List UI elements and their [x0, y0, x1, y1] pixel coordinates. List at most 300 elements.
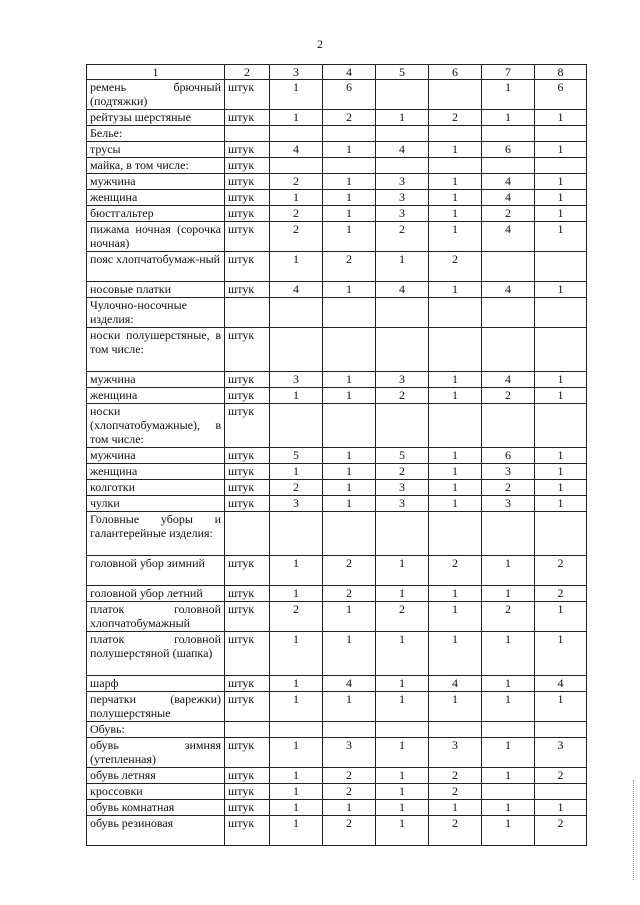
value-cell: 1	[270, 738, 323, 768]
unit-cell: штук	[225, 142, 270, 158]
value-cell	[482, 328, 535, 372]
table-row	[87, 328, 587, 372]
value-cell: 2	[535, 586, 587, 602]
value-cell: 1	[323, 692, 376, 722]
value-cell: 1	[376, 556, 429, 586]
value-cell: 1	[535, 174, 587, 190]
unit-cell: штук	[225, 404, 270, 448]
value-cell: 4	[270, 282, 323, 298]
value-cell: 1	[429, 632, 482, 676]
unit-cell: штук	[225, 222, 270, 252]
item-name-cell: мужчина	[87, 372, 225, 388]
value-cell: 2	[429, 252, 482, 282]
table-row	[87, 222, 587, 252]
value-cell	[535, 328, 587, 372]
value-cell: 1	[429, 480, 482, 496]
item-name-cell: носки полушерстяные, в том числе:	[87, 328, 225, 372]
value-cell: 1	[323, 602, 376, 632]
value-cell: 2	[323, 110, 376, 126]
header-cell: 8	[535, 65, 587, 80]
unit-cell: штук	[225, 388, 270, 404]
value-cell: 1	[535, 800, 587, 816]
header-cell: 1	[87, 65, 225, 80]
item-name-cell: Чулочно-носочные изделия:	[87, 298, 225, 328]
value-cell: 1	[270, 816, 323, 846]
table-row	[87, 632, 587, 676]
value-cell: 1	[270, 586, 323, 602]
value-cell: 1	[323, 388, 376, 404]
value-cell	[535, 512, 587, 556]
value-cell: 1	[270, 388, 323, 404]
value-cell	[482, 298, 535, 328]
value-cell: 1	[323, 800, 376, 816]
value-cell	[323, 328, 376, 372]
value-cell	[376, 512, 429, 556]
table-row	[87, 190, 587, 206]
table-header-row	[87, 65, 587, 80]
value-cell: 2	[482, 602, 535, 632]
unit-cell: штук	[225, 784, 270, 800]
unit-cell: штук	[225, 206, 270, 222]
value-cell	[376, 404, 429, 448]
value-cell: 2	[376, 602, 429, 632]
item-name-cell: майка, в том числе:	[87, 158, 225, 174]
value-cell: 3	[482, 464, 535, 480]
value-cell: 1	[535, 480, 587, 496]
value-cell	[535, 158, 587, 174]
table-row	[87, 448, 587, 464]
value-cell: 5	[270, 448, 323, 464]
unit-cell: штук	[225, 632, 270, 676]
value-cell: 1	[270, 632, 323, 676]
value-cell	[376, 328, 429, 372]
value-cell: 2	[429, 816, 482, 846]
value-cell: 1	[482, 738, 535, 768]
value-cell: 1	[535, 448, 587, 464]
value-cell: 4	[482, 372, 535, 388]
value-cell: 1	[270, 800, 323, 816]
unit-cell: штук	[225, 768, 270, 784]
value-cell: 1	[429, 692, 482, 722]
value-cell	[482, 512, 535, 556]
value-cell: 6	[535, 80, 587, 110]
value-cell: 1	[376, 738, 429, 768]
unit-cell: штук	[225, 158, 270, 174]
value-cell	[376, 158, 429, 174]
table-row	[87, 602, 587, 632]
value-cell	[535, 404, 587, 448]
item-name-cell: обувь летняя	[87, 768, 225, 784]
value-cell	[535, 252, 587, 282]
value-cell: 1	[376, 252, 429, 282]
table-row	[87, 158, 587, 174]
unit-cell: штук	[225, 328, 270, 372]
value-cell: 3	[270, 496, 323, 512]
value-cell: 2	[376, 388, 429, 404]
item-name-cell: женщина	[87, 190, 225, 206]
item-name-cell: головной убор летний	[87, 586, 225, 602]
value-cell: 3	[535, 738, 587, 768]
table-row	[87, 586, 587, 602]
item-name-cell: женщина	[87, 388, 225, 404]
value-cell: 1	[270, 464, 323, 480]
value-cell: 3	[376, 496, 429, 512]
value-cell	[429, 328, 482, 372]
item-name-cell: трусы	[87, 142, 225, 158]
value-cell: 2	[482, 388, 535, 404]
table-row	[87, 738, 587, 768]
value-cell: 1	[482, 586, 535, 602]
unit-cell: штук	[225, 800, 270, 816]
value-cell: 2	[270, 222, 323, 252]
value-cell: 1	[482, 768, 535, 784]
item-name-cell: носки (хлопчатобумажные), в том числе:	[87, 404, 225, 448]
value-cell: 1	[429, 602, 482, 632]
value-cell: 4	[429, 676, 482, 692]
value-cell	[376, 722, 429, 738]
unit-cell: штук	[225, 372, 270, 388]
value-cell	[482, 158, 535, 174]
unit-cell: штук	[225, 252, 270, 282]
item-name-cell: обувь зимняя (утепленная)	[87, 738, 225, 768]
table-row	[87, 496, 587, 512]
value-cell: 2	[429, 110, 482, 126]
unit-cell: штук	[225, 816, 270, 846]
value-cell: 6	[323, 80, 376, 110]
value-cell	[323, 722, 376, 738]
page-number: 2	[317, 37, 323, 51]
value-cell: 2	[376, 464, 429, 480]
value-cell	[270, 158, 323, 174]
value-cell	[482, 722, 535, 738]
unit-cell: штук	[225, 496, 270, 512]
value-cell	[323, 126, 376, 142]
value-cell: 1	[270, 784, 323, 800]
value-cell	[323, 158, 376, 174]
value-cell: 1	[376, 632, 429, 676]
value-cell: 4	[482, 282, 535, 298]
value-cell: 1	[482, 632, 535, 676]
value-cell: 1	[535, 692, 587, 722]
value-cell: 1	[429, 282, 482, 298]
item-name-cell: обувь резиновая	[87, 816, 225, 846]
value-cell: 1	[323, 632, 376, 676]
value-cell: 2	[323, 586, 376, 602]
value-cell: 3	[429, 738, 482, 768]
table-row	[87, 388, 587, 404]
table-row	[87, 80, 587, 110]
item-name-cell: женщина	[87, 464, 225, 480]
value-cell: 2	[323, 784, 376, 800]
value-cell: 1	[376, 800, 429, 816]
value-cell: 1	[535, 282, 587, 298]
value-cell: 1	[535, 496, 587, 512]
header-cell: 2	[225, 65, 270, 80]
value-cell	[482, 784, 535, 800]
value-cell	[270, 298, 323, 328]
value-cell: 1	[323, 448, 376, 464]
header-cell: 4	[323, 65, 376, 80]
value-cell: 1	[323, 206, 376, 222]
table-row	[87, 282, 587, 298]
item-name-cell: платок головной полушерстяной (шапка)	[87, 632, 225, 676]
table-row	[87, 816, 587, 846]
value-cell: 3	[376, 372, 429, 388]
value-cell	[323, 298, 376, 328]
value-cell: 1	[376, 110, 429, 126]
value-cell: 1	[482, 800, 535, 816]
item-name-cell: мужчина	[87, 174, 225, 190]
value-cell: 3	[270, 372, 323, 388]
value-cell: 1	[482, 816, 535, 846]
value-cell: 1	[429, 174, 482, 190]
value-cell: 1	[270, 676, 323, 692]
value-cell: 2	[535, 816, 587, 846]
value-cell: 4	[323, 676, 376, 692]
item-name-cell: носовые платки	[87, 282, 225, 298]
value-cell	[535, 784, 587, 800]
value-cell: 1	[323, 190, 376, 206]
value-cell: 2	[376, 222, 429, 252]
item-name-cell: рейтузы шерстяные	[87, 110, 225, 126]
value-cell: 1	[323, 222, 376, 252]
value-cell: 1	[535, 110, 587, 126]
value-cell: 1	[429, 142, 482, 158]
value-cell: 4	[535, 676, 587, 692]
value-cell	[270, 722, 323, 738]
value-cell: 1	[535, 464, 587, 480]
table-row	[87, 298, 587, 328]
unit-cell	[225, 722, 270, 738]
item-name-cell: Обувь:	[87, 722, 225, 738]
value-cell	[535, 722, 587, 738]
table-row	[87, 206, 587, 222]
margin-mark	[633, 780, 636, 880]
value-cell	[323, 512, 376, 556]
value-cell: 1	[429, 190, 482, 206]
table-row	[87, 512, 587, 556]
value-cell: 6	[482, 142, 535, 158]
unit-cell: штук	[225, 282, 270, 298]
norms-table	[86, 64, 587, 846]
unit-cell: штук	[225, 556, 270, 586]
value-cell: 1	[535, 388, 587, 404]
table-row	[87, 126, 587, 142]
header-cell: 7	[482, 65, 535, 80]
value-cell: 1	[429, 388, 482, 404]
value-cell: 4	[482, 174, 535, 190]
unit-cell: штук	[225, 448, 270, 464]
value-cell	[270, 328, 323, 372]
unit-cell: штук	[225, 676, 270, 692]
value-cell: 1	[429, 586, 482, 602]
value-cell: 2	[482, 206, 535, 222]
value-cell: 1	[429, 222, 482, 252]
table-row	[87, 404, 587, 448]
value-cell: 1	[270, 692, 323, 722]
value-cell: 4	[482, 222, 535, 252]
value-cell	[429, 722, 482, 738]
value-cell: 4	[376, 282, 429, 298]
value-cell: 1	[323, 372, 376, 388]
item-name-cell: платок головной хлопчатобумажный	[87, 602, 225, 632]
item-name-cell: обувь комнатная	[87, 800, 225, 816]
value-cell: 2	[323, 556, 376, 586]
value-cell: 1	[535, 222, 587, 252]
unit-cell	[225, 126, 270, 142]
value-cell: 1	[482, 676, 535, 692]
value-cell: 1	[482, 556, 535, 586]
unit-cell: штук	[225, 586, 270, 602]
value-cell: 1	[270, 252, 323, 282]
header-cell: 3	[270, 65, 323, 80]
value-cell: 4	[376, 142, 429, 158]
table-row	[87, 556, 587, 586]
value-cell: 1	[323, 464, 376, 480]
value-cell	[535, 298, 587, 328]
value-cell: 3	[376, 174, 429, 190]
value-cell	[270, 126, 323, 142]
value-cell	[429, 298, 482, 328]
item-name-cell: Головные уборы и галантерейные изделия:	[87, 512, 225, 556]
value-cell: 1	[482, 692, 535, 722]
value-cell: 3	[482, 496, 535, 512]
value-cell: 1	[376, 768, 429, 784]
value-cell: 1	[270, 556, 323, 586]
table-row	[87, 464, 587, 480]
value-cell	[429, 158, 482, 174]
value-cell: 5	[376, 448, 429, 464]
value-cell: 3	[376, 190, 429, 206]
value-cell: 1	[323, 480, 376, 496]
value-cell: 1	[482, 110, 535, 126]
table-row	[87, 174, 587, 190]
value-cell	[376, 80, 429, 110]
value-cell: 1	[376, 586, 429, 602]
value-cell	[429, 80, 482, 110]
item-name-cell: Белье:	[87, 126, 225, 142]
table-row	[87, 722, 587, 738]
value-cell: 1	[429, 206, 482, 222]
value-cell: 1	[270, 80, 323, 110]
value-cell	[376, 126, 429, 142]
unit-cell	[225, 512, 270, 556]
table-row	[87, 676, 587, 692]
unit-cell: штук	[225, 174, 270, 190]
table-row	[87, 372, 587, 388]
value-cell: 6	[482, 448, 535, 464]
item-name-cell: чулки	[87, 496, 225, 512]
item-name-cell: шарф	[87, 676, 225, 692]
header-cell: 5	[376, 65, 429, 80]
value-cell	[429, 512, 482, 556]
value-cell: 1	[429, 800, 482, 816]
value-cell: 2	[323, 768, 376, 784]
value-cell: 1	[429, 464, 482, 480]
value-cell: 1	[535, 206, 587, 222]
value-cell: 1	[376, 692, 429, 722]
value-cell: 1	[323, 496, 376, 512]
value-cell: 3	[376, 480, 429, 496]
unit-cell: штук	[225, 602, 270, 632]
value-cell: 1	[323, 174, 376, 190]
value-cell: 1	[323, 142, 376, 158]
value-cell: 1	[429, 448, 482, 464]
table-row	[87, 142, 587, 158]
value-cell: 1	[323, 282, 376, 298]
value-cell: 1	[376, 816, 429, 846]
unit-cell: штук	[225, 190, 270, 206]
unit-cell: штук	[225, 692, 270, 722]
unit-cell: штук	[225, 110, 270, 126]
value-cell: 1	[270, 110, 323, 126]
table-row	[87, 800, 587, 816]
item-name-cell: головной убор зимний	[87, 556, 225, 586]
value-cell	[376, 298, 429, 328]
item-name-cell: пояс хлопчатобумаж-ный	[87, 252, 225, 282]
value-cell: 4	[270, 142, 323, 158]
value-cell: 3	[323, 738, 376, 768]
value-cell: 1	[535, 190, 587, 206]
unit-cell: штук	[225, 464, 270, 480]
table-row	[87, 252, 587, 282]
item-name-cell: пижама ночная (сорочка ночная)	[87, 222, 225, 252]
value-cell: 1	[376, 676, 429, 692]
value-cell: 2	[323, 252, 376, 282]
value-cell: 1	[535, 142, 587, 158]
value-cell: 2	[535, 768, 587, 784]
value-cell: 2	[535, 556, 587, 586]
table-row	[87, 768, 587, 784]
unit-cell: штук	[225, 480, 270, 496]
value-cell: 2	[482, 480, 535, 496]
value-cell: 2	[270, 480, 323, 496]
item-name-cell: колготки	[87, 480, 225, 496]
value-cell	[535, 126, 587, 142]
value-cell: 2	[270, 206, 323, 222]
value-cell: 2	[323, 816, 376, 846]
value-cell: 1	[535, 602, 587, 632]
value-cell: 1	[270, 768, 323, 784]
item-name-cell: перчатки (варежки) полушерстяные	[87, 692, 225, 722]
value-cell: 1	[429, 372, 482, 388]
unit-cell	[225, 298, 270, 328]
value-cell	[482, 252, 535, 282]
value-cell	[429, 126, 482, 142]
header-cell: 6	[429, 65, 482, 80]
value-cell	[429, 404, 482, 448]
item-name-cell: бюстгальтер	[87, 206, 225, 222]
value-cell: 2	[270, 602, 323, 632]
unit-cell: штук	[225, 80, 270, 110]
value-cell: 1	[429, 496, 482, 512]
value-cell: 4	[482, 190, 535, 206]
value-cell: 1	[482, 80, 535, 110]
item-name-cell: мужчина	[87, 448, 225, 464]
value-cell: 3	[376, 206, 429, 222]
value-cell	[270, 512, 323, 556]
value-cell: 2	[429, 768, 482, 784]
table-row	[87, 110, 587, 126]
value-cell: 1	[535, 632, 587, 676]
table-row	[87, 480, 587, 496]
value-cell	[482, 404, 535, 448]
unit-cell: штук	[225, 738, 270, 768]
item-name-cell: ремень брючный (подтяжки)	[87, 80, 225, 110]
value-cell	[323, 404, 376, 448]
table-row	[87, 784, 587, 800]
value-cell: 2	[270, 174, 323, 190]
